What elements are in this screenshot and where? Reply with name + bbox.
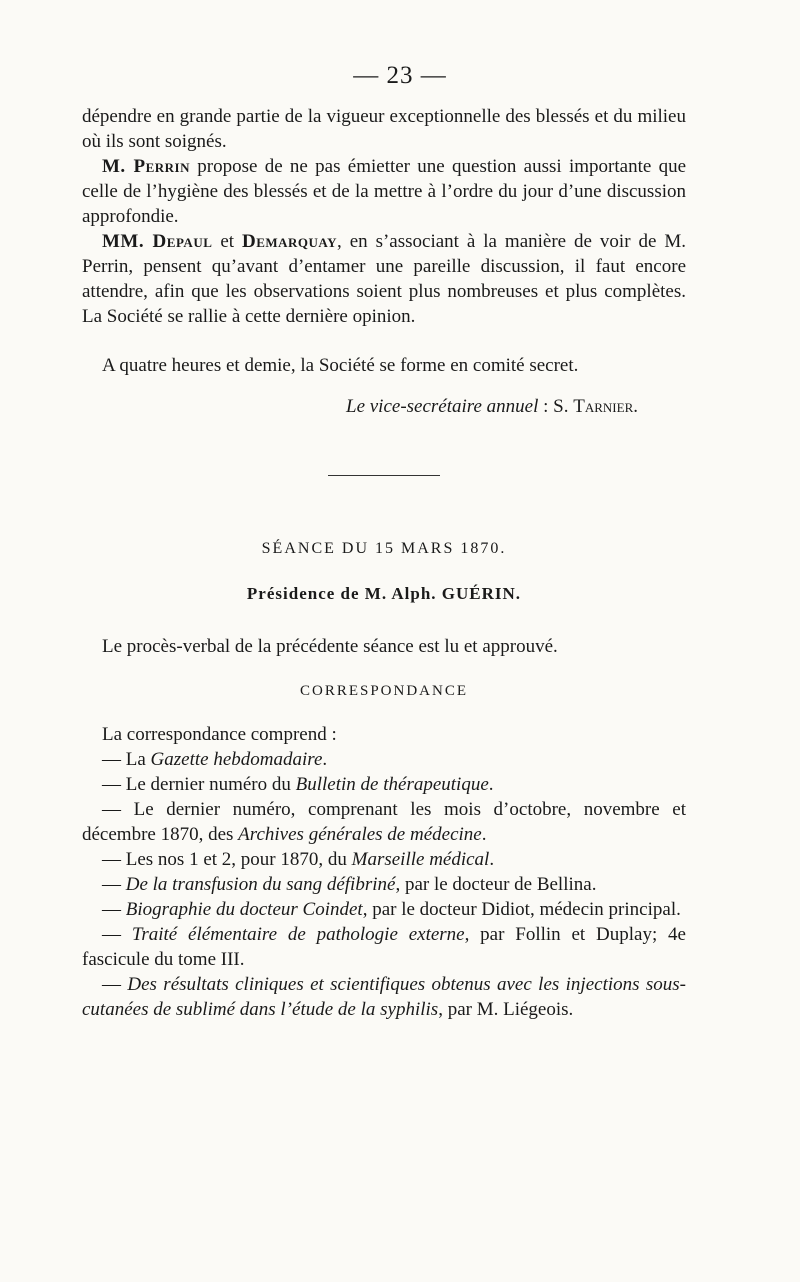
list-item [82, 772, 686, 797]
item-title: Des résultats cliniques et scientifiques obtenus avec les injections sous-cutanées de sublimé dans l’étude de la syphilis [82, 974, 686, 1020]
speaker-names-b: Demarquay [241, 231, 338, 252]
item-title: Bulletin de thérapeutique [295, 774, 489, 795]
paragraph-2 [82, 154, 686, 229]
speaker-name: M. Perrin [102, 156, 190, 177]
item-text: — La [102, 749, 151, 770]
list-item [82, 747, 686, 772]
list-item [82, 897, 686, 922]
paragraph-2-text: propose de ne pas émietter une question aussi importante que celle de l’hygiène des blessés et de la mettre à l’ordre du jour d’une discussion approfondie. [82, 156, 687, 227]
item-rest: , par M. Liégeois. [438, 999, 574, 1020]
list-item [82, 872, 686, 897]
paragraph-3-text: , en s’associant à la manière de voir de M. Perrin, pensent qu’avant d’entamer une pareille discussion, il faut encore attendre, afin que les observations soient plus nombreuses et plus complètes. La Société se rallie à cette dernière opinion. [82, 231, 686, 327]
session-title: SÉANCE DU 15 MARS 1870. [261, 540, 507, 557]
list-item [82, 972, 686, 1022]
signature-sep: : S. [538, 396, 574, 417]
item-rest: , par le docteur de Bellina. [395, 874, 597, 895]
section-divider [328, 475, 440, 476]
item-text: — [102, 974, 128, 995]
item-text: — Le dernier numéro, comprenant les mois d’octobre, novembre et décembre 1870, des [82, 799, 686, 845]
presidence-line: Présidence de M. Alph. GUÉRIN. [246, 584, 522, 603]
item-rest: , par Follin et Duplay; 4e fascicule du tome III. [82, 924, 686, 970]
item-title: Biographie du docteur Coindet [125, 899, 363, 920]
item-text: — [102, 874, 126, 895]
correspondance-heading: CORRESPONDANCE [299, 683, 469, 699]
conjunction: et [212, 231, 242, 252]
item-rest: . [489, 849, 495, 870]
paragraph-1: dépendre en grande partie de la vigueur exceptionnelle des blessés et du milieu où ils sont soignés. [82, 106, 686, 152]
list-item [82, 922, 686, 972]
proces-verbal: Le procès-verbal de la précédente séance est lu et approuvé. [102, 636, 558, 657]
page-number: — 23 — [353, 62, 447, 89]
item-text: — Le dernier numéro du [102, 774, 296, 795]
item-title: De la transfusion du sang défibriné [125, 874, 396, 895]
item-text: — [102, 899, 126, 920]
correspondance-intro: La correspondance comprend : [102, 724, 337, 745]
speaker-names-a: MM. Depaul [102, 231, 213, 252]
item-title: Archives générales de médecine [238, 824, 482, 845]
item-title: Traité élémentaire de pathologie externe [131, 924, 465, 945]
paragraph-4: A quatre heures et demie, la Société se forme en comité secret. [102, 355, 579, 376]
item-text: — [102, 924, 132, 945]
correspondance-list [82, 747, 686, 1022]
item-rest: . [488, 774, 494, 795]
item-text: — Les nos 1 et 2, pour 1870, du [102, 849, 352, 870]
page-body [82, 104, 686, 1022]
item-rest: . [322, 749, 328, 770]
list-item [82, 797, 686, 847]
list-item [82, 847, 686, 872]
paragraph-3 [82, 229, 686, 329]
item-title: Marseille médical [351, 849, 490, 870]
item-rest: . [481, 824, 487, 845]
item-rest: , par le docteur Didiot, médecin principal. [362, 899, 681, 920]
signature [82, 394, 686, 419]
item-title: Gazette hebdomadaire [150, 749, 323, 770]
signature-name: Tarnier. [573, 396, 638, 417]
signature-role: Le vice-secrétaire annuel [346, 396, 539, 417]
